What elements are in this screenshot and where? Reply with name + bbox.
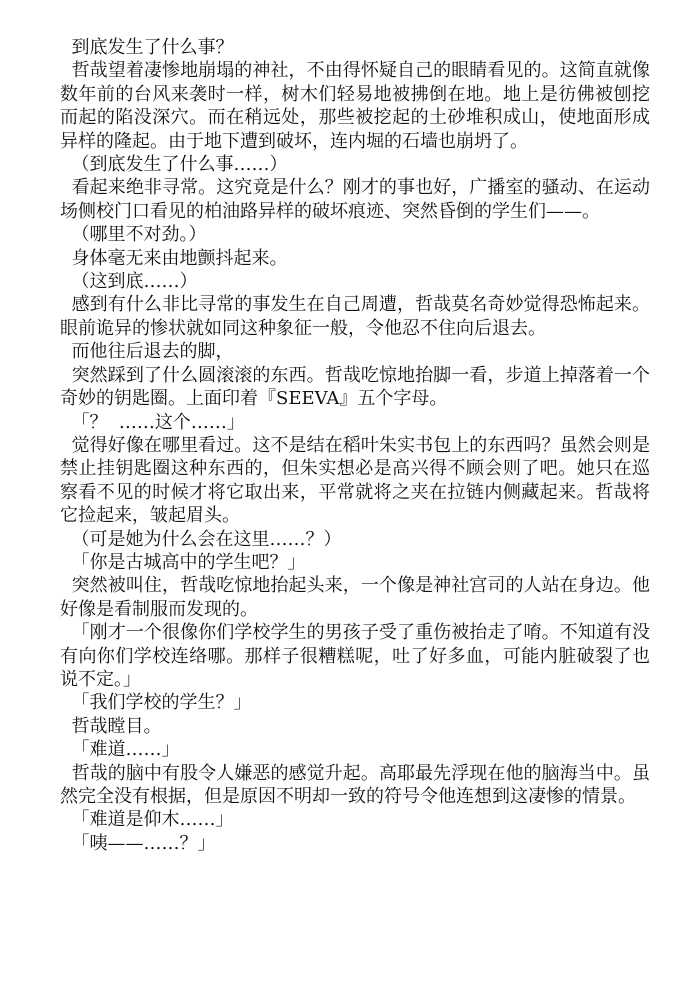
paragraph: 「你是古城高中的学生吧？」: [60, 551, 306, 573]
paragraph: 哲哉瞠目。: [60, 715, 162, 737]
paragraph: 看起来绝非寻常。这究竟是什么？刚才的事也好，广播室的骚动、在运动场侧校门口看见的柏油路异样的破坏痕迹、突然昏倒的学生们——。: [60, 177, 650, 222]
paragraph: 突然踩到了什么圆滚滚的东西。哲哉吃惊地抬脚一看，步道上掉落着一个奇妙的钥匙圈。上面印着『SEEVA』五个字母。: [60, 364, 650, 410]
paragraph: 「难道……」: [60, 739, 180, 761]
paragraph: （哪里不对劲。）: [60, 224, 207, 246]
paragraph: 到底发生了什么事？: [60, 37, 234, 58]
paragraph: 身体毫无来由地颤抖起来。: [60, 247, 288, 269]
paragraph: 「咦——……？」: [60, 832, 216, 854]
paragraph: 「我们学校的学生？」: [60, 692, 252, 714]
paragraph: （到底发生了什么事……）: [60, 154, 288, 176]
paragraph: 感到有什么非比寻常的事发生在自己周遭，哲哉莫名奇妙觉得恐怖起来。眼前诡异的惨状就如同这种象征一般，令他忍不住向后退去。: [60, 294, 650, 339]
paragraph: 「？ ……这个……」: [60, 411, 245, 433]
paragraph: 哲哉的脑中有股令人嫌恶的感觉升起。高耶最先浮现在他的脑海当中。虽然完全没有根据，但是原因不明却一致的符号令他连想到这凄惨的情景。: [60, 762, 650, 807]
paragraph: （可是她为什么会在这里……？）: [60, 528, 342, 550]
paragraph: 哲哉望着凄惨地崩塌的神社，不由得怀疑自己的眼睛看见的。这简直就像数年前的台风来袭时一样，树木们轻易地被拂倒在地。地上是彷佛被刨挖而起的陷没深穴。而在稍远处，那些被挖起的土砂堆积成山，使地面形成异样的隆起。由于地下遭到破坏，连内堀的石墙也崩坍了。: [60, 60, 650, 152]
paragraph: 「刚才一个很像你们学校学生的男孩子受了重伤被抬走了唷。不知道有没有向你们学校连络哪。那样子很糟糕呢，吐了好多血，可能内脏破裂了也说不定。」: [60, 622, 650, 690]
paragraph: （这到底……）: [60, 271, 198, 293]
document-body: [60, 36, 650, 855]
paragraph: 而他往后退去的脚，: [60, 341, 234, 363]
paragraph: 觉得好像在哪里看过。这不是结在稻叶朱实书包上的东西吗？虽然会则是禁止挂钥匙圈这种东西的，但朱实想必是高兴得不顾会则了吧。她只在巡察看不见的时候才将它取出来，平常就将之夹在拉链内侧藏起来。哲哉将它捡起来，皱起眉头。: [60, 434, 650, 527]
paragraph: 突然被叫住，哲哉吃惊地抬起头来，一个像是神社宫司的人站在身边。他好像是看制服而发现的。: [60, 575, 650, 620]
paragraph: 「难道是仰木……」: [60, 809, 234, 831]
